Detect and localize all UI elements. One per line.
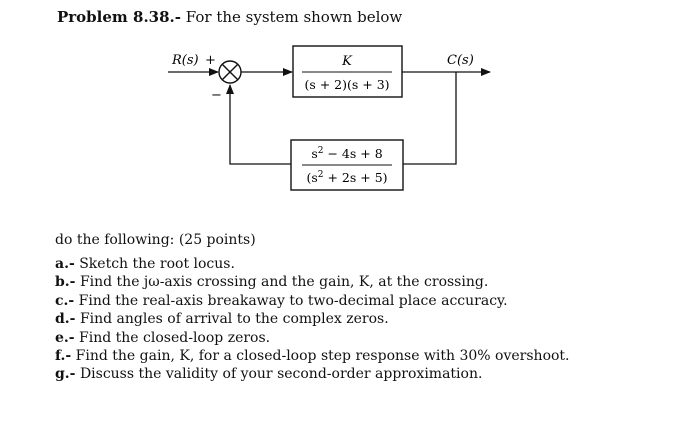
task-label: e.- [55, 329, 75, 346]
list-item [55, 329, 570, 347]
feedback-pickoff-line [403, 72, 456, 164]
task-text: Find angles of arrival to the complex zeros. [79, 311, 389, 328]
task-label: c.- [55, 292, 75, 309]
sum-plus-sign: + [205, 53, 216, 68]
forward-denominator: (s + 2)(s + 3) [304, 77, 390, 92]
output-label: C(s) [447, 53, 474, 68]
task-text: Sketch the root locus. [79, 256, 235, 272]
task-label: a.- [55, 256, 75, 272]
list-item [55, 255, 570, 273]
problem-title: For the system shown below [185, 8, 403, 26]
feedback-return-line [230, 85, 291, 164]
task-list [55, 255, 570, 384]
feedback-numerator: $s^2 - 4s + 8$ [311, 146, 383, 161]
sum-minus-sign: − [211, 88, 222, 103]
list-item [55, 365, 570, 383]
task-text: Find the jω-axis crossing and the gain, K, at the crossing. [79, 274, 489, 291]
instructions-intro: do the following: (25 points) [55, 232, 256, 248]
list-item [55, 310, 570, 328]
list-item [55, 292, 570, 310]
task-text: Find the closed-loop zeros. [79, 329, 271, 346]
task-text: Find the gain, K, for a closed-loop step response with 30% overshoot. [75, 348, 570, 365]
input-label: R(s) [172, 53, 199, 68]
summing-junction [219, 61, 241, 83]
list-item [55, 347, 570, 365]
feedback-denominator: $(s^2 + 2s + 5)$ [306, 170, 388, 185]
task-text: Discuss the validity of your second-order approximation. [79, 366, 483, 383]
list-item [55, 273, 570, 291]
task-text: Find the real-axis breakaway to two-decimal place accuracy. [78, 292, 508, 309]
problem-label: Problem 8.38.- [57, 8, 181, 26]
task-label: g.- [55, 366, 76, 383]
forward-numerator: K [342, 54, 352, 69]
task-label: f.- [55, 348, 72, 365]
task-label: d.- [55, 311, 76, 328]
task-label: b.- [55, 274, 76, 291]
